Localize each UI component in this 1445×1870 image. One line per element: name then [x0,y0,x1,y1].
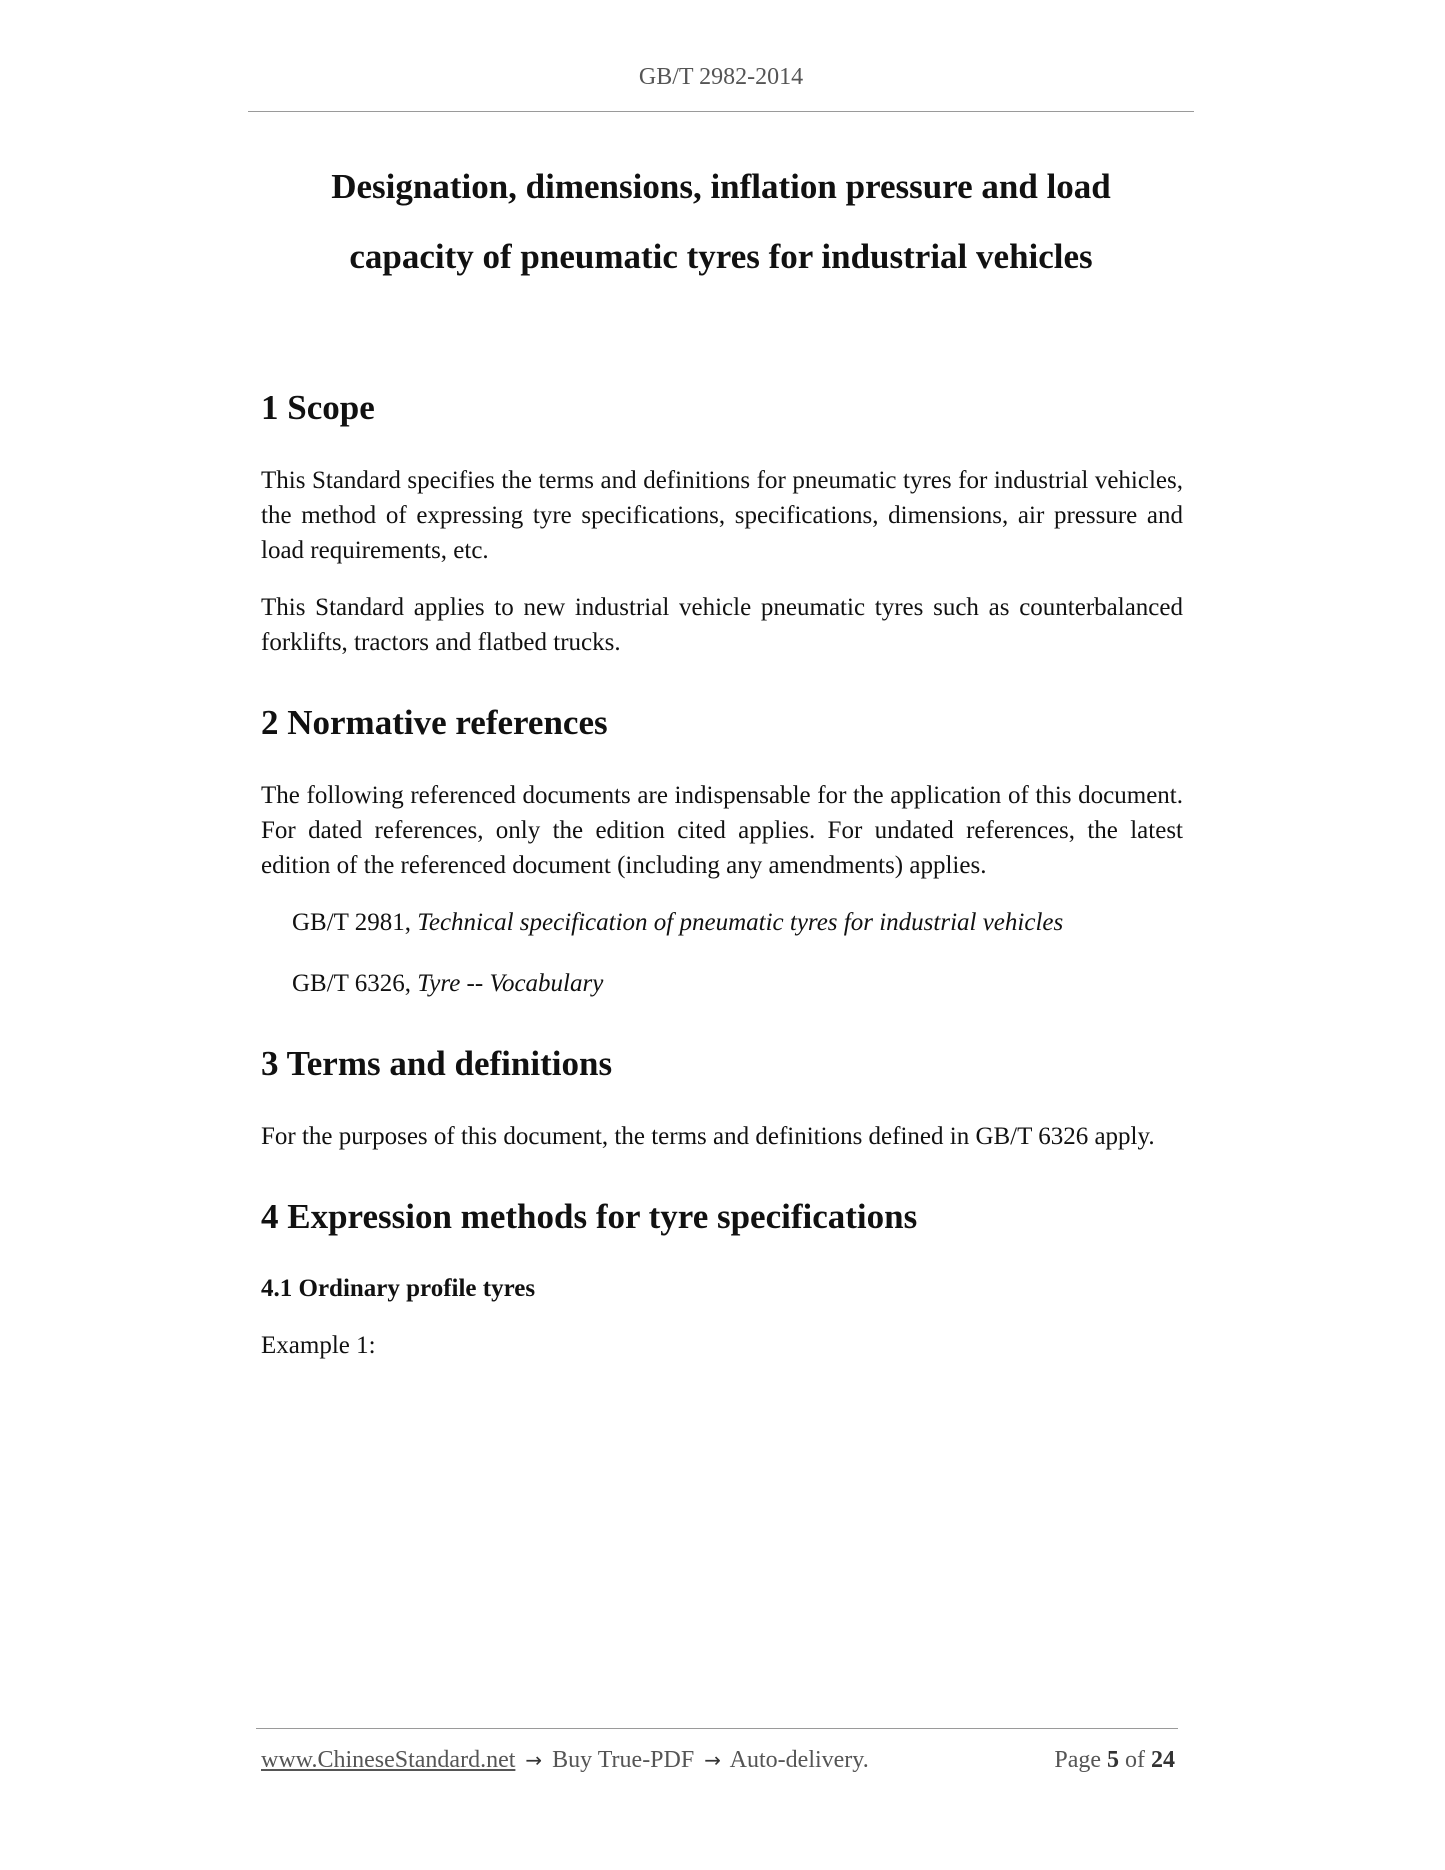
subsection-heading-ordinary-profile: 4.1 Ordinary profile tyres [261,1275,536,1302]
header-divider [248,111,1194,112]
right-arrow-icon: → [525,1748,543,1772]
section-heading-terms: 3 Terms and definitions [261,1044,613,1083]
footer-promo [261,1747,869,1774]
reference-code: GB/T 2981, [292,909,418,936]
auto-delivery-text: Auto-delivery. [729,1747,869,1773]
reference-title: Technical specification of pneumatic tyres for industrial vehicles [417,909,1064,936]
reference-code: GB/T 6326, [292,970,418,997]
document-body [261,385,1183,1385]
page-counter [1054,1747,1175,1774]
section-heading-scope: 1 Scope [261,388,375,427]
current-page-number: 5 [1107,1747,1119,1773]
reference-item [292,905,1183,940]
footer-divider [256,1728,1178,1729]
document-title [248,152,1194,292]
reference-title: Tyre -- Vocabulary [417,970,604,997]
scope-paragraph-2: This Standard applies to new industrial vehicle pneumatic tyres such as counterbalanced forklifts, tractors and flatbed trucks. [261,594,1183,656]
page-header-code: GB/T 2982-2014 [638,64,804,90]
scope-paragraph-1: This Standard specifies the terms and definitions for pneumatic tyres for industrial vehicles, the method of expressing tyre specifications, specifications, dimensions, air pressure and load requirements, etc. [261,467,1183,564]
reference-item [292,966,1183,1001]
total-page-count: 24 [1151,1747,1175,1773]
page-label: Page [1054,1747,1101,1773]
section-heading-normative-references: 2 Normative references [261,703,608,742]
website-link[interactable]: www.ChineseStandard.net [261,1747,516,1773]
of-label: of [1125,1747,1145,1773]
normative-paragraph: The following referenced documents are indispensable for the application of this document. For dated references, only the edition cited applies. For undated references, the latest edition of the referenced document (including any amendments) applies. [261,782,1183,879]
document-title-line-1: Designation, dimensions, inflation pressure and load [331,167,1111,206]
right-arrow-icon: → [704,1748,721,1772]
section-heading-expression-methods: 4 Expression methods for tyre specifications [261,1197,918,1236]
terms-paragraph: For the purposes of this document, the terms and definitions defined in GB/T 6326 apply. [261,1123,1155,1150]
document-title-line-2: capacity of pneumatic tyres for industrial vehicles [349,237,1093,276]
example-label: Example 1: [261,1332,376,1359]
buy-true-pdf-text: Buy True-PDF [552,1747,695,1773]
